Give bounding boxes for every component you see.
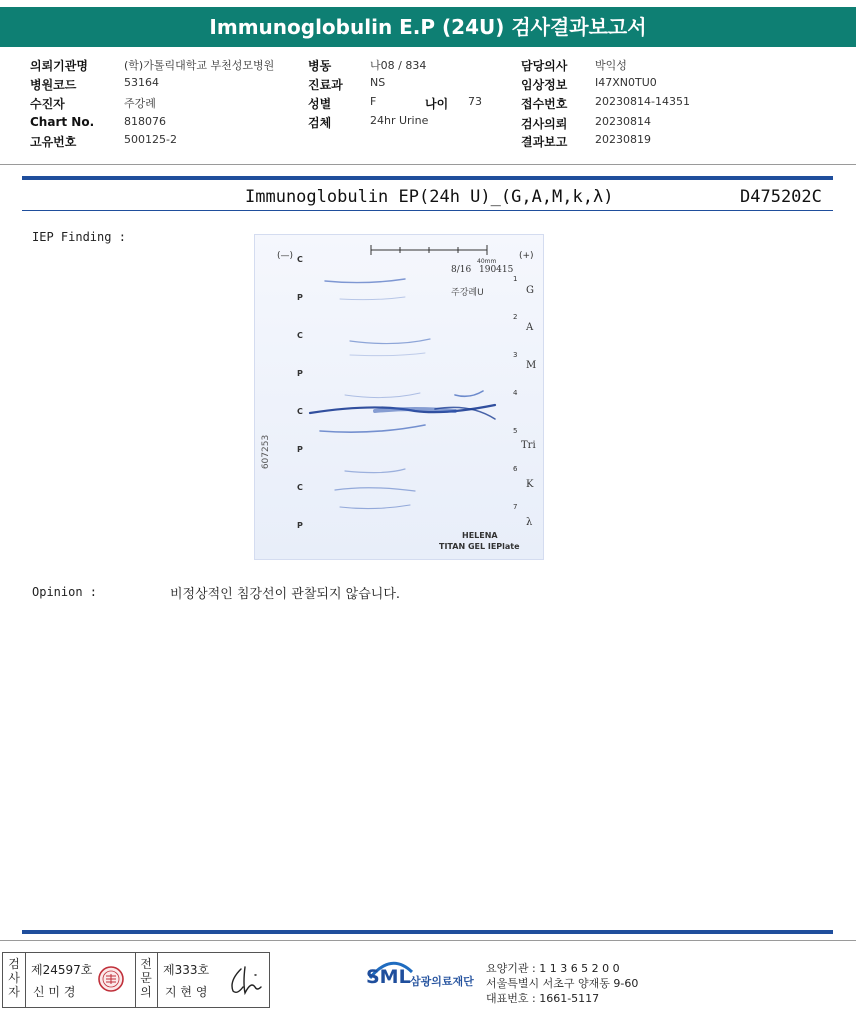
handwritten-signature (225, 961, 265, 1001)
receipt-no-value: 20230814-14351 (595, 95, 690, 108)
signature-divider (25, 953, 26, 1007)
doctor-value: 박익성 (595, 59, 627, 72)
seal-stamp (97, 965, 125, 993)
gel-lane-left: P (297, 369, 303, 378)
gel-lane-number: 7 (513, 503, 518, 511)
footer-divider (0, 940, 856, 941)
gel-antiserum-label: A (526, 322, 534, 333)
iep-finding-label: IEP Finding : (32, 230, 126, 244)
clinical-info-label: 임상정보 (521, 78, 568, 92)
ward-value: 나08 / 834 (370, 59, 427, 72)
chart-no-value: 818076 (124, 115, 166, 128)
age-label: 나이 (425, 97, 449, 111)
gel-antiserum-label: M (526, 360, 537, 371)
gel-product: TITAN GEL IEPlate (439, 542, 520, 551)
gel-lane-number: 4 (513, 389, 518, 397)
specimen-label: 검체 (308, 116, 332, 130)
hospital-code-value: 53164 (124, 76, 159, 89)
gel-side-number: 607253 (261, 434, 272, 470)
sml-logo (366, 958, 480, 998)
report-date-value: 20230819 (595, 133, 651, 146)
report-date-label: 결과보고 (521, 135, 568, 149)
hospital-name-value: (학)가톨릭대학교 부천성모병원 (124, 59, 275, 72)
unique-no-value: 500125-2 (124, 133, 177, 146)
gel-scale-label: 40mm (477, 258, 497, 265)
sex-label: 성별 (308, 97, 332, 111)
gel-antiserum-label: K (526, 479, 534, 490)
institution-code: 요양기관 : 1 1 3 6 5 2 0 0 (486, 962, 620, 975)
gel-lane-left: C (297, 331, 303, 340)
clinical-info-value: I47XN0TU0 (595, 76, 657, 89)
gel-sample-no: 190415 (479, 265, 514, 275)
sex-value: F (370, 95, 377, 108)
gel-minus-label: (—) (277, 251, 294, 261)
specimen-value: 24hr Urine (370, 114, 429, 127)
signer1-license: 제24597호 (31, 963, 93, 977)
signature-divider (135, 953, 136, 1007)
iep-gel-image (254, 234, 544, 560)
gel-brand: HELENA (462, 531, 498, 540)
gel-lane-number: 2 (513, 313, 518, 321)
gel-lane-number: 3 (513, 351, 518, 359)
address: 서울특별시 서초구 양재동 9-60 (486, 977, 639, 990)
header-divider (0, 164, 856, 165)
unique-no-label: 고유번호 (30, 135, 77, 149)
gel-antiserum-label: Tri (521, 440, 536, 451)
gel-antiserum-label: G (526, 285, 534, 296)
gel-lane-left: P (297, 445, 303, 454)
signature-divider (157, 953, 158, 1007)
ward-label: 병동 (308, 59, 332, 73)
request-date-value: 20230814 (595, 115, 651, 128)
sml-logo-text: SML (366, 966, 411, 988)
department-label: 진료과 (308, 78, 343, 92)
department-value: NS (370, 76, 386, 89)
signer1-name: 신 미 경 (33, 985, 76, 999)
chart-no-label: Chart No. (30, 115, 95, 129)
signer2-license: 제333호 (163, 963, 210, 977)
gel-antiserum-label: λ (526, 517, 533, 528)
org-name: 삼광의료재단 (410, 975, 474, 988)
patient-info-header (0, 48, 856, 166)
gel-lane-left: P (297, 521, 303, 530)
signer2-role: 전문의 (140, 957, 152, 999)
gel-lane-left: C (297, 407, 303, 416)
signer2-name: 지 현 영 (165, 985, 208, 999)
report-title: Immunoglobulin E.P (24U) 검사결과보고서 (0, 7, 856, 47)
hospital-code-label: 병원코드 (30, 78, 77, 92)
gel-lane-number: 6 (513, 465, 518, 473)
test-title-bottom-rule (22, 210, 833, 211)
opinion-label: Opinion : (32, 585, 98, 599)
gel-date: 8/16 (451, 265, 472, 275)
request-date-label: 검사의뢰 (521, 117, 568, 131)
gel-lane-number: 1 (513, 275, 518, 283)
phone-number: 대표번호 : 1661-5117 (486, 992, 600, 1005)
doctor-label: 담당의사 (521, 59, 568, 73)
gel-lane-number: 5 (513, 427, 518, 435)
test-code: D475202C (740, 187, 822, 207)
footer-top-rule (22, 930, 833, 934)
gel-lane-left: C (297, 483, 303, 492)
gel-plus-label: (+) (519, 251, 534, 261)
signer1-role: 검사자 (8, 957, 20, 999)
gel-patient: 주강례U (451, 288, 484, 298)
receipt-no-label: 접수번호 (521, 97, 568, 111)
test-title-top-rule (22, 176, 833, 180)
gel-lane-left: P (297, 293, 303, 302)
test-name: Immunoglobulin EP(24h U)_(G,A,M,k,λ) (245, 187, 614, 207)
signature-box (2, 952, 270, 1008)
patient-name-label: 수진자 (30, 97, 65, 111)
patient-name-value: 주강례 (124, 97, 156, 110)
age-value: 73 (468, 95, 482, 108)
hospital-name-label: 의뢰기관명 (30, 59, 88, 73)
opinion-text: 비정상적인 침강선이 관찰되지 않습니다. (170, 587, 401, 602)
gel-lane-left: C (297, 255, 303, 264)
